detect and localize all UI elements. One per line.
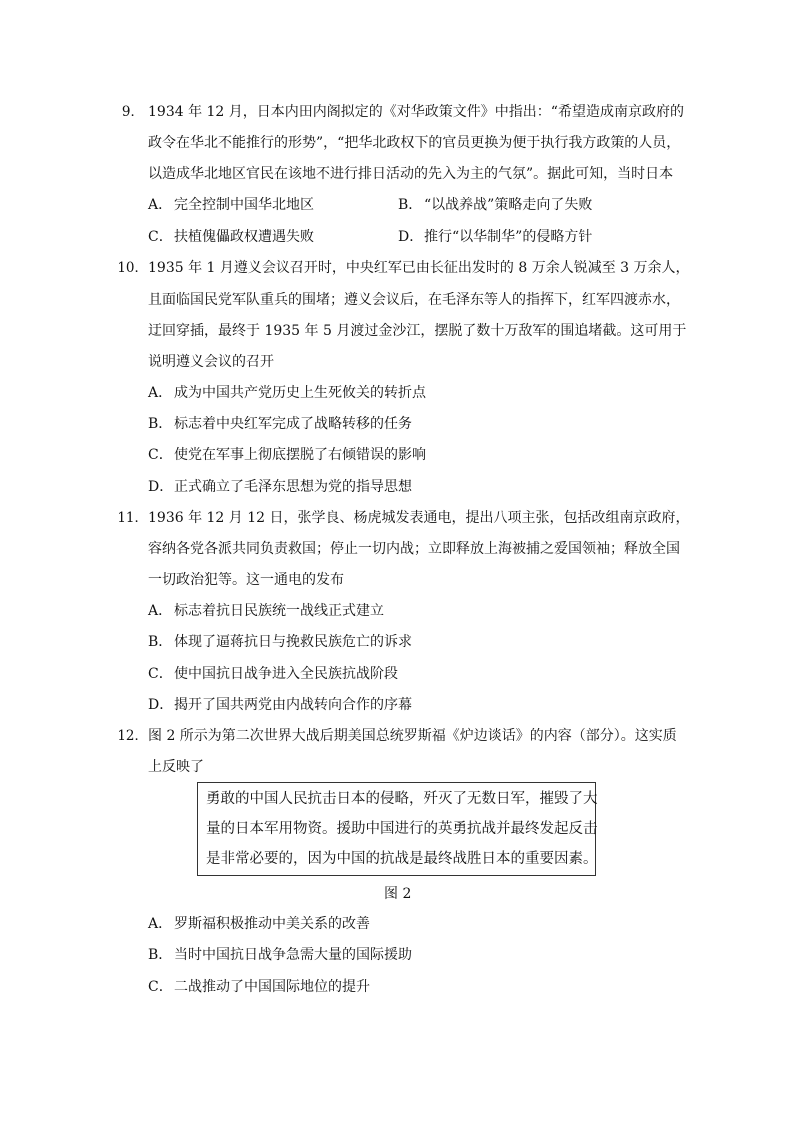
question-text-line: 迂回穿插，最终于 1935 年 5 月渡过金沙江，摆脱了数十万敌军的围追堵截。这可用于 bbox=[148, 323, 687, 339]
question-text-line: 图 2 所示为第二次世界大战后期美国总统罗斯福《炉边谈话》的内容（部分）。这实质 bbox=[148, 728, 677, 744]
option-c[interactable] bbox=[148, 227, 314, 247]
option-text: 扶植傀儡政权遭遇失败 bbox=[174, 229, 314, 245]
option-letter: B． bbox=[398, 197, 423, 213]
option-letter: D． bbox=[148, 697, 174, 713]
option-text: 成为中国共产党历史上生死攸关的转折点 bbox=[174, 385, 426, 401]
option-letter: B． bbox=[148, 634, 173, 650]
option-letter: C． bbox=[148, 447, 173, 463]
question-number: 10． bbox=[117, 260, 148, 276]
option-letter: A． bbox=[148, 603, 173, 619]
option-letter: A． bbox=[148, 385, 173, 401]
option-text: 完全控制中国华北地区 bbox=[174, 197, 314, 213]
question-text-line: 以造成华北地区官民在该地不进行排日活动的先入为主的气氛”。据此可知，当时日本 bbox=[148, 166, 674, 182]
question-text-line: 1935 年 1 月遵义会议召开时，中央红军已由长征出发时的 8 万余人锐减至 3 万余人， bbox=[148, 260, 690, 276]
figure-caption: 图 2 bbox=[384, 886, 412, 902]
option-text: 二战推动了中国国际地位的提升 bbox=[174, 979, 370, 995]
option-text: 推行“以华制华”的侵略方针 bbox=[424, 229, 593, 245]
option-c[interactable] bbox=[148, 445, 426, 465]
question-text-line: 1936 年 12 月 12 日，张学良、杨虎城发表通电，提出八项主张，包括改组南京政府， bbox=[148, 510, 690, 526]
option-letter: A． bbox=[148, 197, 173, 213]
question-text-line: 一切政治犯等。这一通电的发布 bbox=[148, 572, 344, 588]
question-number: 12． bbox=[117, 728, 148, 744]
option-d[interactable] bbox=[398, 227, 592, 247]
option-letter: B． bbox=[148, 416, 173, 432]
option-letter: C． bbox=[148, 979, 173, 995]
quote-text-line: 量的日本军用物资。援助中国进行的英勇抗战并最终发起反击 bbox=[206, 821, 598, 837]
question-text-line: 1934 年 12 月，日本内田内阁拟定的《对华政策文件》中指出：“希望造成南京政府的 bbox=[148, 104, 684, 120]
option-letter: C． bbox=[148, 229, 173, 245]
option-text: “以战养战”策略走向了失败 bbox=[424, 197, 593, 213]
question-text-line: 说明遵义会议的召开 bbox=[148, 354, 274, 370]
quote-text-line: 是非常必要的，因为中国的抗战是最终战胜日本的重要因素。 bbox=[206, 851, 598, 867]
option-text: 体现了逼蒋抗日与挽救民族危亡的诉求 bbox=[174, 634, 412, 650]
question-text-line: 且面临国民党军队重兵的围堵；遵义会议后，在毛泽东等人的指挥下，红军四渡赤水， bbox=[148, 292, 680, 308]
question-text-line: 容纳各党各派共同负责救国；停止一切内战；立即释放上海被捕之爱国领袖；释放全国 bbox=[148, 541, 680, 557]
option-letter: A． bbox=[148, 916, 173, 932]
option-b[interactable] bbox=[148, 945, 412, 965]
option-text: 使中国抗日战争进入全民族抗战阶段 bbox=[174, 666, 398, 682]
option-letter: D． bbox=[398, 229, 424, 245]
option-letter: B． bbox=[148, 947, 173, 963]
question-number: 11． bbox=[117, 510, 148, 526]
quote-text-line: 勇敢的中国人民抗击日本的侵略，歼灭了无数日军，摧毁了大 bbox=[206, 791, 598, 807]
option-d[interactable] bbox=[148, 477, 412, 497]
question-text-line: 上反映了 bbox=[148, 759, 204, 775]
question-number: 9． bbox=[121, 104, 144, 120]
option-text: 罗斯福积极推动中美关系的改善 bbox=[174, 916, 370, 932]
option-b[interactable] bbox=[148, 414, 412, 434]
option-a[interactable] bbox=[148, 601, 384, 621]
option-c[interactable] bbox=[148, 664, 398, 684]
option-b[interactable] bbox=[398, 195, 592, 215]
option-text: 当时中国抗日战争急需大量的国际援助 bbox=[174, 947, 412, 963]
option-text: 标志着中央红军完成了战略转移的任务 bbox=[174, 416, 412, 432]
option-letter: C． bbox=[148, 666, 173, 682]
quote-box-figure-2 bbox=[197, 782, 596, 876]
option-c[interactable] bbox=[148, 977, 370, 997]
option-text: 标志着抗日民族统一战线正式建立 bbox=[174, 603, 384, 619]
option-b[interactable] bbox=[148, 632, 412, 652]
option-a[interactable] bbox=[148, 383, 426, 403]
option-letter: D． bbox=[148, 479, 174, 495]
option-text: 使党在军事上彻底摆脱了右倾错误的影响 bbox=[174, 447, 426, 463]
option-text: 正式确立了毛泽东思想为党的指导思想 bbox=[174, 479, 412, 495]
option-text: 揭开了国共两党由内战转向合作的序幕 bbox=[174, 697, 412, 713]
option-a[interactable] bbox=[148, 195, 314, 215]
option-d[interactable] bbox=[148, 695, 412, 715]
option-a[interactable] bbox=[148, 914, 370, 934]
question-text-line: 政令在华北不能推行的形势”，“把华北政权下的官员更换为便于执行我方政策的人员， bbox=[148, 135, 681, 151]
